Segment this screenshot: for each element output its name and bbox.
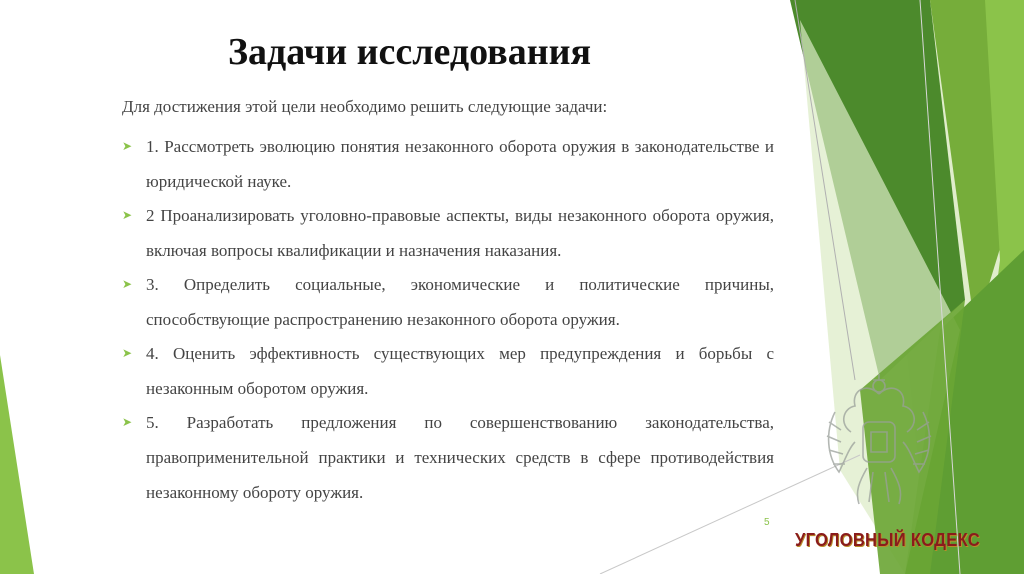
intro-text: Для достижения этой цели необходимо решить следующие задачи: [122, 97, 608, 116]
arrow-bullet-icon: ➤ [122, 346, 133, 360]
arrow-bullet-icon: ➤ [122, 277, 133, 291]
list-item [122, 267, 774, 337]
task-text: 5. Разработать предложения по совершенствованию законодательства, правоприменительной практики и технических средств в сфере противодействия незаконному обороту оружия. [146, 413, 774, 502]
page-number: 5 [764, 517, 770, 528]
slide-title: Задачи исследования [228, 31, 592, 73]
criminal-code-logo: УГОЛОВНЫЙ КОДЕКС [795, 530, 980, 550]
task-list [122, 129, 774, 510]
arrow-bullet-icon: ➤ [122, 415, 133, 429]
left-green-strip [0, 355, 34, 574]
list-item [122, 336, 774, 406]
list-item [122, 405, 774, 510]
list-item [122, 198, 774, 268]
arrow-bullet-icon: ➤ [122, 208, 133, 222]
task-text: 1. Рассмотреть эволюцию понятия незаконного оборота оружия в законодательстве и юридической науке. [146, 137, 774, 191]
list-item [122, 129, 774, 199]
task-text: 3. Определить социальные, экономические и политические причины, способствующие распространению незаконного оборота оружия. [146, 275, 774, 329]
task-text: 4. Оценить эффективность существующих мер предупреждения и борьбы с незаконным оборотом оружия. [146, 344, 774, 398]
task-text: 2 Проанализировать уголовно-правовые аспекты, виды незаконного оборота оружия, включая вопросы квалификации и назначения наказания. [146, 206, 774, 260]
coat-of-arms-image [815, 372, 943, 522]
arrow-bullet-icon: ➤ [122, 139, 133, 153]
